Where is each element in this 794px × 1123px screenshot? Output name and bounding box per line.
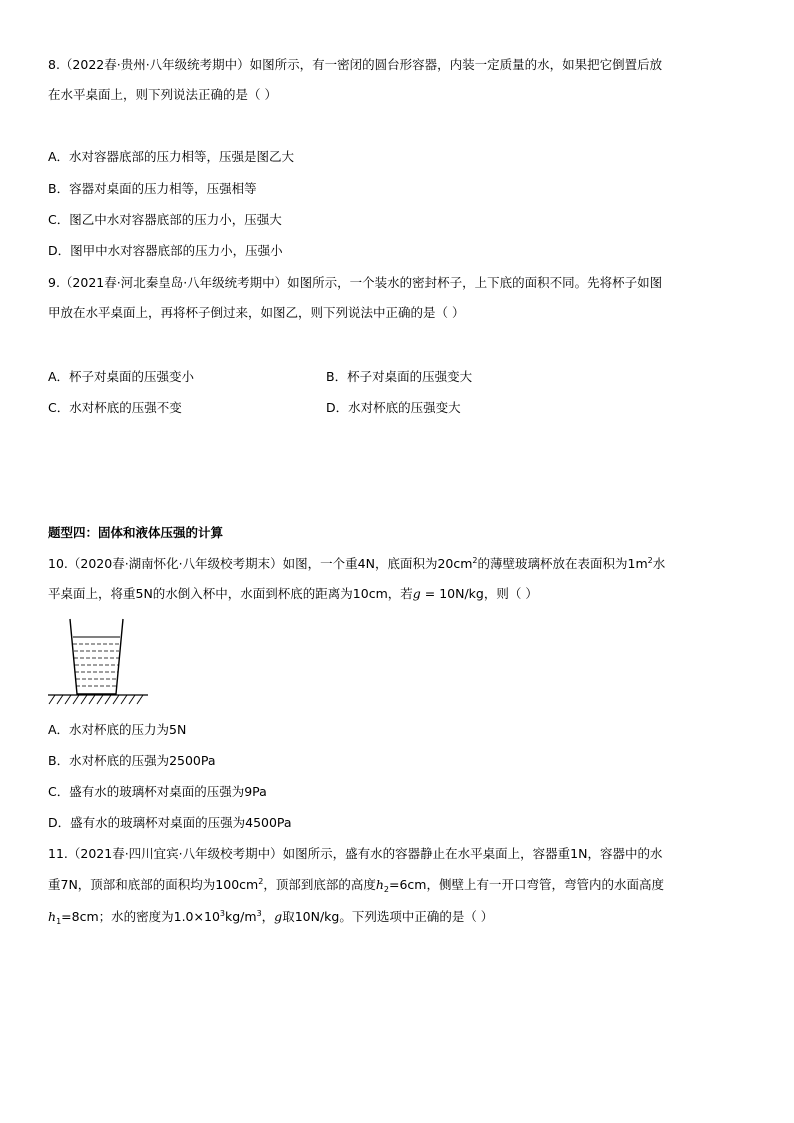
- q8-option-c: C．图乙中水对容器底部的压力小，压强大: [48, 212, 282, 227]
- table-hatching: [49, 695, 143, 704]
- q9-option-a: A．杯子对桌面的压强变小: [48, 369, 195, 384]
- q8-stem-line2: 在水平桌面上，则下列说法正确的是（ ）: [48, 87, 277, 102]
- water-lines: [73, 637, 120, 686]
- q9-option-c: C．水对杯底的压强不变: [48, 400, 182, 415]
- q10-stem-line1: 10.（2020春·湖南怀化·八年级校考期末）如图，一个重4N，底面积为$20cm^2$的薄壁玻璃杯放在表面积为$1m^2$水: [48, 556, 666, 571]
- q10-stem-line2: 平桌面上，将重5N的水倒入杯中，水面到杯底的距离为10cm，若g = 10N/kg，则（ ）: [48, 586, 538, 601]
- glass-outline: [70, 619, 123, 694]
- q9-option-b: B．杯子对桌面的压强变大: [326, 369, 473, 384]
- q8-option-d: D．图甲中水对容器底部的压力小，压强小: [48, 243, 283, 258]
- q11-stem-line2: 重7N，顶部和底部的面积均为$100cm^2$，顶部到底部的高度$h_2=6cm$，侧壁上有一开口弯管，弯管内的水面高度: [48, 877, 664, 894]
- q10-option-b: B．水对杯底的压强为2500Pa: [48, 753, 216, 768]
- section-title: 题型四：固体和液体压强的计算: [48, 525, 224, 540]
- q10-option-c: C．盛有水的玻璃杯对桌面的压强为9Pa: [48, 784, 267, 799]
- q11-stem-line1: 11.（2021春·四川宜宾·八年级校考期中）如图所示，盛有水的容器静止在水平桌面上，容器重1N，容器中的水: [48, 846, 663, 861]
- q10-option-d: D．盛有水的玻璃杯对桌面的压强为4500Pa: [48, 815, 292, 830]
- q9-stem-line1: 9.（2021春·河北秦皇岛·八年级统考期中）如图所示，一个装水的密封杯子，上下底的面积不同。先将杯子如图: [48, 275, 663, 290]
- q8-option-a: A．水对容器底部的压力相等，压强是图乙大: [48, 149, 295, 164]
- glass-cup-figure: [48, 614, 148, 709]
- q9-stem-line2: 甲放在水平桌面上，再将杯子倒过来，如图乙，则下列说法中正确的是（ ）: [48, 305, 465, 320]
- q10-option-a: A．水对杯底的压力为5N: [48, 722, 187, 737]
- q8-option-b: B．容器对桌面的压力相等，压强相等: [48, 181, 257, 196]
- q8-stem-line1: 8.（2022春·贵州·八年级统考期中）如图所示，有一密闭的圆台形容器，内装一定质量的水，如果把它倒置后放: [48, 57, 663, 72]
- q11-stem-line3: $h_1=8cm$；水的密度为$1.0\times 10^3kg/m^3$，g取10N/kg。下列选项中正确的是（ ）: [48, 909, 494, 926]
- q9-option-d: D．水对杯底的压强变大: [326, 400, 461, 415]
